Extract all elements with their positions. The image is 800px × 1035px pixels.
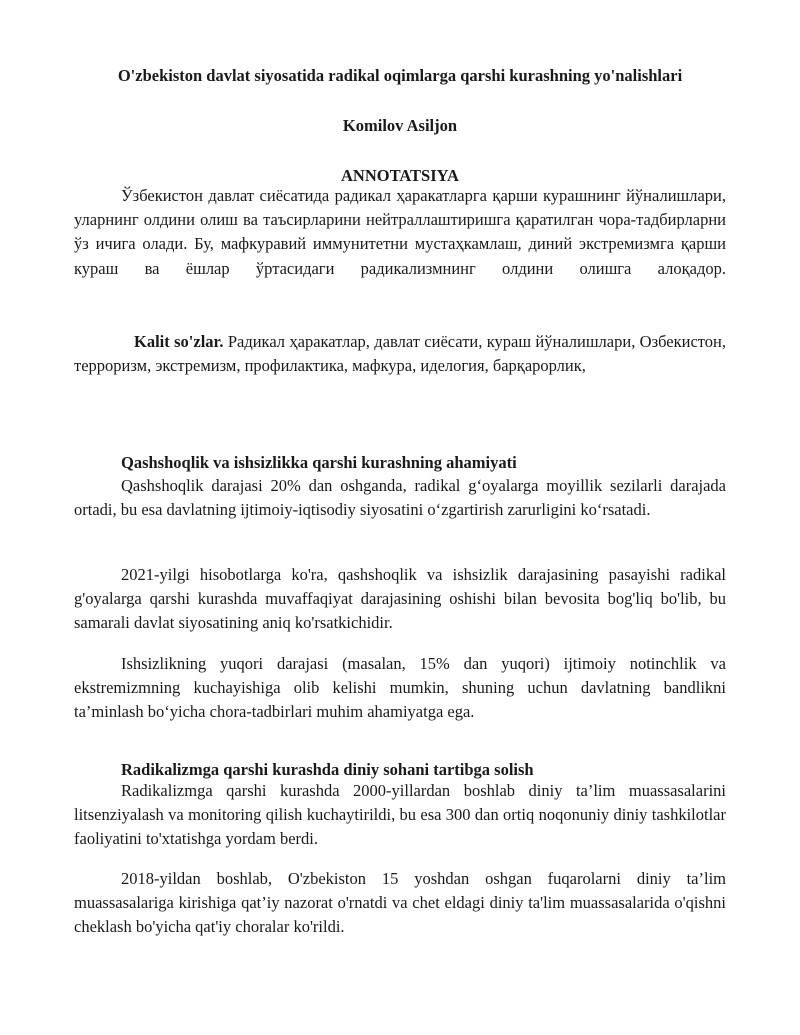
author-name: Komilov Asiljon	[342, 116, 458, 135]
section-heading-religion: Radikalizmga qarshi kurashda diniy sohani tartibga solish	[121, 760, 534, 779]
paragraph-poverty-3: Ishsizlikning yuqori darajasi (masalan, 15% dan yuqori) ijtimoiy notinchlik va ekstremizmning kuchayishiga olib kelishi mumkin, shuning uchun davlatning bandlikni ta’minlash bo‘yicha chora-tadbirlari muhim ahamiyatga ega.	[74, 654, 726, 722]
keywords-text: Радикал ҳаракатлар, давлат сиёсати, кураш йўналишлари, Озбекистон, терроризм, экстремизм, профилактика, мафкура, иделогия, барқарорлик,	[74, 332, 726, 376]
section-heading-poverty: Qashshoqlik va ishsizlikka qarshi kurashning ahamiyati	[121, 453, 517, 472]
paragraph-religion-1: Radikalizmga qarshi kurashda 2000-yillardan boshlab diniy ta’lim muassasalarini litsenziyalash va monitoring qilish kuchaytirildi, bu esa 300 dan ortiq noqonuniy diniy tashkilotlar faoliyatini to'xtatishga yordam berdi.	[74, 781, 726, 849]
annotation-heading: ANNOTATSIYA	[341, 166, 459, 185]
keywords-paragraph	[74, 330, 726, 378]
document-title: O'zbekiston davlat siyosatida radikal oqimlarga qarshi kurashning yo'nalishlari	[117, 66, 683, 85]
keywords-label: Kalit so'zlar.	[134, 332, 224, 351]
paragraph-religion-2: 2018-yildan boshlab, O'zbekiston 15 yoshdan oshgan fuqarolarni diniy ta’lim muassasalariga kirishiga qat’iy nazorat o'rnatdi va chet eldagi diniy ta'lim muassasalarida o'qishni cheklash bo'yicha qat'iy choralar ko'rildi.	[74, 869, 726, 937]
paragraph-poverty-2: 2021-yilgi hisobotlarga ko'ra, qashshoqlik va ishsizlik darajasining pasayishi radikal g'oyalarga qarshi kurashda muvaffaqiyat darajasining oshishi bilan bevosita bog'liq bo'lib, bu samarali davlat siyosatining aniq ko'rsatkichidir.	[74, 565, 726, 633]
annotation-text: Ўзбекистон давлат сиёсатида радикал ҳаракатларга қарши курашнинг йўналишлари, уларнинг олдини олиш ва таъсирларини нейтраллаштиришга қаратилган чора-тадбирларни ўз ичига олади. Бу, мафкуравий иммунитетни мустаҳкамлаш, диний экстремизмга қарши кураш ва ёшлар ўртасидаги радикализмнинг олдини олишга алоқадор.	[74, 186, 726, 278]
paragraph-poverty-1: Qashshoqlik darajasi 20% dan oshganda, radikal g‘oyalarga moyillik sezilarli darajada ortadi, bu esa davlatning ijtimoiy-iqtisodiy siyosatini o‘zgartirish zarurligini ko‘rsatadi.	[74, 476, 726, 520]
